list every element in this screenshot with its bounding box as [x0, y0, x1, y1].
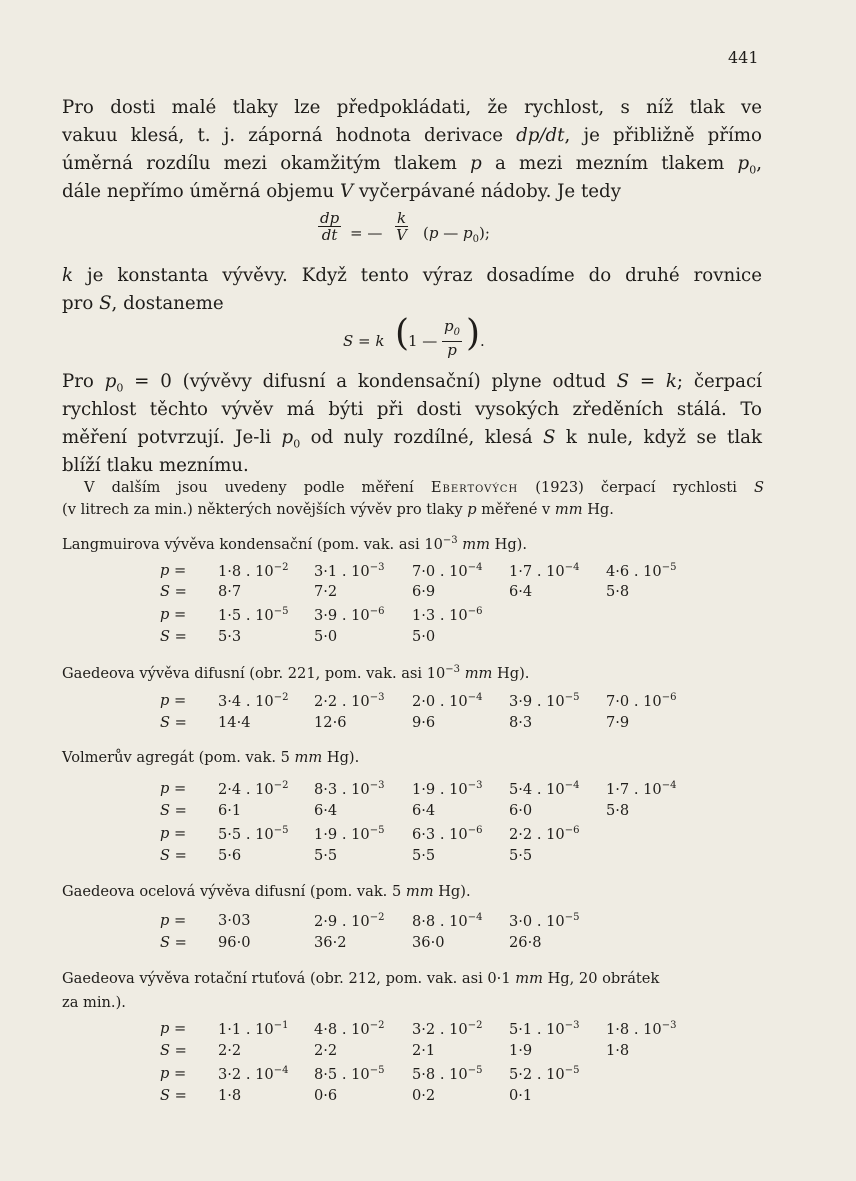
table-row [0, 583, 856, 605]
table-cell [412, 825, 482, 843]
pump-heading-unit: mm [294, 749, 323, 766]
cell-exponent: −2 [369, 912, 385, 923]
pump-heading [62, 881, 762, 903]
cell-mantissa: 5·5 [314, 847, 338, 864]
table-cell [314, 847, 337, 864]
cell-mantissa: 5·0 [412, 628, 436, 645]
pump-heading [62, 659, 762, 685]
cell-exponent: −6 [467, 606, 483, 617]
cell-mantissa: 1·8 . 10 [606, 1021, 662, 1038]
table-cell [412, 692, 482, 710]
cell-mantissa: 26·8 [509, 934, 542, 951]
formula-dp-dt: $\frac{dp}{dt}$ = — $\frac{k}{V}$ (p — $p_0$); [320, 209, 490, 245]
cell-exponent: −5 [564, 692, 580, 703]
cell-mantissa: 36·0 [412, 934, 445, 951]
cell-mantissa: 5·5 . 10 [218, 826, 274, 843]
cell-exponent: −2 [273, 780, 289, 791]
table-cell [314, 1020, 384, 1038]
cell-mantissa: 5·8 . 10 [412, 1066, 468, 1083]
cell-exponent: −6 [467, 825, 483, 836]
cell-mantissa: 1·3 . 10 [412, 607, 468, 624]
cell-mantissa: 1·9 . 10 [314, 826, 370, 843]
cell-mantissa: 2·9 . 10 [314, 913, 370, 930]
table-cell [509, 912, 579, 930]
pump-heading-text: Gaedeova ocelová vývěva difusní (pom. vak. 5 [62, 883, 402, 900]
pump-heading-unit: mm [405, 883, 434, 900]
cell-mantissa: 7·0 . 10 [606, 693, 662, 710]
table-cell [509, 802, 532, 819]
cell-exponent: −1 [273, 1020, 289, 1031]
cell-mantissa: 2·4 . 10 [218, 781, 274, 798]
table-cell [606, 780, 676, 798]
cell-mantissa: 5·4 . 10 [509, 781, 565, 798]
table-row [0, 1065, 856, 1087]
pump-heading-tail: Hg, 20 obrátek [542, 970, 660, 987]
table-cell [606, 714, 629, 731]
cell-mantissa: 8·8 . 10 [412, 913, 468, 930]
row-label: S = [160, 1087, 187, 1104]
table-cell [218, 847, 241, 864]
cell-mantissa: 3·03 [218, 912, 251, 929]
cell-exponent: −4 [467, 562, 483, 573]
cell-mantissa: 8·7 [218, 583, 242, 600]
table-row [0, 825, 856, 847]
table-cell [412, 583, 435, 600]
cell-exponent: −2 [467, 1020, 483, 1031]
cell-mantissa: 2·2 [314, 1042, 338, 1059]
pump-heading-text: Gaedeova vývěva rotační rtuťová (obr. 212, pom. vak. asi 0·1 [62, 970, 511, 987]
table-cell [509, 583, 532, 600]
pump-heading-text: Gaedeova vývěva difusní (obr. 221, pom. vak. asi 10 [62, 665, 446, 682]
cell-exponent: −5 [661, 562, 677, 573]
table-cell [218, 1065, 288, 1083]
row-label: S = [160, 934, 187, 951]
table-cell [412, 562, 482, 580]
pump-heading-unit: mm [462, 536, 490, 553]
paragraph-1-line-2: vakuu klesá, t. j. záporná hodnota derivace dp/dt, je přibližně přímo [62, 125, 762, 146]
table-cell [412, 847, 435, 864]
cell-exponent: −6 [661, 692, 677, 703]
table-cell [314, 1087, 337, 1104]
cell-exponent: −3 [661, 1020, 677, 1031]
cell-exponent: −5 [369, 1065, 385, 1076]
cell-mantissa: 2·2 . 10 [509, 826, 565, 843]
cell-mantissa: 1·7 . 10 [509, 563, 565, 580]
table-cell [218, 934, 251, 951]
pump-heading-continued: za min.). [62, 994, 126, 1011]
cell-mantissa: 1·9 [509, 1042, 533, 1059]
table-cell [314, 934, 347, 951]
cell-mantissa: 14·4 [218, 714, 251, 731]
paragraph-3-line-2: rychlost těchto vývěv má býti při dosti vysokých zředěních stálá. To [62, 399, 762, 420]
cell-mantissa: 2·2 . 10 [314, 693, 370, 710]
table-cell [509, 714, 532, 731]
pump-heading-text: Volmerův agregát (pom. vak. 5 [62, 749, 290, 766]
row-label: p = [160, 692, 187, 709]
cell-exponent: −5 [564, 1065, 580, 1076]
cell-mantissa: 5·5 [509, 847, 533, 864]
intro-line-1: V dalším jsou uvedeny podle měření Ebertových (1923) čerpací rychlosti S [84, 479, 765, 496]
table-cell [412, 1020, 482, 1038]
table-cell [218, 606, 288, 624]
row-label: p = [160, 606, 187, 623]
table-cell [412, 606, 482, 624]
table-row [0, 1042, 856, 1064]
table-cell [218, 912, 251, 929]
table-cell [314, 583, 337, 600]
table-cell [218, 628, 241, 645]
table-cell [509, 1087, 532, 1104]
cell-exponent: −3 [467, 780, 483, 791]
row-label: S = [160, 847, 187, 864]
row-label: S = [160, 583, 187, 600]
paragraph-1-line-4: dále nepřímo úměrná objemu V vyčerpávané nádoby. Je tedy [62, 181, 621, 202]
cell-mantissa: 4·6 . 10 [606, 563, 662, 580]
table-cell [509, 1020, 579, 1038]
table-cell [314, 1065, 384, 1083]
table-cell [314, 802, 337, 819]
cell-mantissa: 0·1 [509, 1087, 533, 1104]
cell-exponent: −5 [467, 1065, 483, 1076]
pump-heading-exponent: −3 [445, 664, 461, 675]
row-label: p = [160, 780, 187, 797]
formula-s: S = k ( 1 — $\frac{p_0}{p}$ ) . [343, 313, 485, 359]
table-cell [509, 1042, 532, 1059]
cell-mantissa: 3·0 . 10 [509, 913, 565, 930]
table-cell [218, 562, 288, 580]
pump-heading-text: Langmuirova vývěva kondensační (pom. vak. asi 10 [62, 536, 443, 553]
table-cell [509, 562, 579, 580]
table-cell [218, 1042, 241, 1059]
table-cell [412, 934, 445, 951]
cell-mantissa: 3·9 . 10 [509, 693, 565, 710]
table-cell [314, 628, 337, 645]
cell-mantissa: 3·1 . 10 [314, 563, 370, 580]
table-cell [218, 692, 288, 710]
table-cell [412, 1087, 435, 1104]
table-cell [509, 1065, 579, 1083]
table-row [0, 912, 856, 934]
cell-mantissa: 6·4 [314, 802, 338, 819]
table-cell [218, 780, 288, 798]
cell-mantissa: 5·8 [606, 802, 630, 819]
cell-mantissa: 7·9 [606, 714, 630, 731]
paragraph-2-line-2: pro S, dostaneme [62, 293, 224, 314]
table-cell [606, 802, 629, 819]
table-cell [412, 912, 482, 930]
cell-mantissa: 6·4 [412, 802, 436, 819]
cell-mantissa: 9·6 [412, 714, 436, 731]
table-cell [218, 1020, 288, 1038]
table-cell [412, 1042, 435, 1059]
table-cell [509, 847, 532, 864]
pump-heading-exponent: −3 [442, 535, 458, 546]
row-label: p = [160, 562, 187, 579]
table-row [0, 628, 856, 650]
table-cell [412, 802, 435, 819]
cell-mantissa: 1·8 [606, 1042, 630, 1059]
cell-mantissa: 8·3 . 10 [314, 781, 370, 798]
cell-mantissa: 3·2 . 10 [412, 1021, 468, 1038]
cell-mantissa: 96·0 [218, 934, 251, 951]
table-row [0, 780, 856, 802]
table-cell [412, 1065, 482, 1083]
cell-exponent: −4 [661, 780, 677, 791]
cell-mantissa: 1·5 . 10 [218, 607, 274, 624]
cell-mantissa: 1·7 . 10 [606, 781, 662, 798]
cell-exponent: −4 [564, 562, 580, 573]
row-label: S = [160, 628, 187, 645]
table-cell [412, 780, 482, 798]
cell-mantissa: 5·1 . 10 [509, 1021, 565, 1038]
cell-mantissa: 7·2 [314, 583, 338, 600]
pump-heading-tail: Hg). [433, 883, 471, 900]
row-label: S = [160, 802, 187, 819]
paragraph-3-line-4: blíží tlaku meznímu. [62, 455, 249, 476]
cell-exponent: −3 [369, 692, 385, 703]
paragraph-3-line-3: měření potvrzují. Je-li $p_0$ od nuly rozdílné, klesá S k nule, když se tlak [62, 427, 763, 451]
paragraph-1-line-1: Pro dosti malé tlaky lze předpokládati, že rychlost, s níž tlak ve [62, 97, 762, 118]
table-cell [314, 780, 384, 798]
table-cell [509, 825, 579, 843]
cell-exponent: −4 [273, 1065, 289, 1076]
cell-exponent: −3 [564, 1020, 580, 1031]
table-row [0, 692, 856, 714]
table-cell [412, 714, 435, 731]
cell-exponent: −5 [564, 912, 580, 923]
pump-heading-tail: Hg). [322, 749, 360, 766]
cell-exponent: −5 [369, 825, 385, 836]
pump-heading [62, 968, 762, 990]
cell-mantissa: 8·3 [509, 714, 533, 731]
table-cell [509, 692, 579, 710]
table-cell [314, 606, 384, 624]
row-label: p = [160, 825, 187, 842]
cell-mantissa: 2·2 [218, 1042, 242, 1059]
cell-mantissa: 6·3 . 10 [412, 826, 468, 843]
row-label: S = [160, 1042, 187, 1059]
pump-heading-unit: mm [515, 970, 543, 987]
table-cell [218, 825, 288, 843]
table-cell [218, 1087, 241, 1104]
cell-exponent: −4 [467, 912, 483, 923]
cell-exponent: −3 [369, 780, 385, 791]
cell-mantissa: 5·0 [314, 628, 338, 645]
table-cell [218, 583, 241, 600]
row-label: p = [160, 912, 187, 929]
table-cell [218, 714, 251, 731]
intro-line-2: (v litrech za min.) některých novějších vývěv pro tlaky p měřené v mm Hg. [62, 501, 614, 518]
row-label: p = [160, 1020, 187, 1037]
cell-exponent: −2 [369, 1020, 385, 1031]
cell-mantissa: 8·5 . 10 [314, 1066, 370, 1083]
table-cell [412, 628, 435, 645]
cell-exponent: −6 [564, 825, 580, 836]
cell-mantissa: 1·8 . 10 [218, 563, 274, 580]
pump-heading-tail: Hg). [492, 665, 530, 682]
pump-heading [62, 747, 762, 769]
table-cell [509, 934, 542, 951]
cell-mantissa: 5·8 [606, 583, 630, 600]
row-label: p = [160, 1065, 187, 1082]
table-row [0, 1020, 856, 1042]
paragraph-2-line-1: k je konstanta vývěvy. Když tento výraz dosadíme do druhé rovnice [62, 265, 762, 286]
cell-exponent: −5 [273, 606, 289, 617]
cell-exponent: −4 [467, 692, 483, 703]
table-cell [314, 912, 384, 930]
cell-mantissa: 1·8 [218, 1087, 242, 1104]
table-cell [606, 1042, 629, 1059]
cell-exponent: −2 [273, 692, 289, 703]
table-cell [606, 583, 629, 600]
cell-mantissa: 5·3 [218, 628, 242, 645]
cell-mantissa: 6·9 [412, 583, 436, 600]
cell-mantissa: 3·9 . 10 [314, 607, 370, 624]
fraction-k-v: $\frac{k}{V}$ [396, 209, 407, 244]
pump-heading-unit: mm [464, 665, 493, 682]
cell-mantissa: 5·5 [412, 847, 436, 864]
cell-mantissa: 0·6 [314, 1087, 338, 1104]
table-row [0, 562, 856, 584]
table-row [0, 847, 856, 869]
table-cell [606, 562, 676, 580]
fraction-p0-p: $\frac{p_0}{p}$ [444, 317, 460, 359]
paragraph-3-line-1: Pro $p_0 = 0$ (vývěvy difusní a kondensační) plyne odtud S = k; čerpací [62, 371, 762, 395]
fraction-dp-dt: $\frac{dp}{dt}$ [320, 209, 340, 244]
cell-mantissa: 4·8 . 10 [314, 1021, 370, 1038]
cell-mantissa: 0·2 [412, 1087, 436, 1104]
table-cell [314, 714, 347, 731]
table-cell [218, 802, 241, 819]
cell-mantissa: 3·4 . 10 [218, 693, 274, 710]
cell-mantissa: 7·0 . 10 [412, 563, 468, 580]
row-label: S = [160, 714, 187, 731]
cell-mantissa: 6·0 [509, 802, 533, 819]
cell-mantissa: 1·9 . 10 [412, 781, 468, 798]
table-row [0, 606, 856, 628]
pump-heading-tail: Hg). [489, 536, 528, 553]
cell-mantissa: 2·1 [412, 1042, 436, 1059]
cell-exponent: −2 [273, 562, 289, 573]
cell-mantissa: 2·0 . 10 [412, 693, 468, 710]
table-row [0, 1087, 856, 1109]
cell-exponent: −6 [369, 606, 385, 617]
cell-mantissa: 3·2 . 10 [218, 1066, 274, 1083]
cell-exponent: −5 [273, 825, 289, 836]
table-cell [606, 692, 676, 710]
cell-exponent: −3 [369, 562, 385, 573]
cell-mantissa: 12·6 [314, 714, 347, 731]
pump-heading [62, 530, 762, 556]
table-cell [509, 780, 579, 798]
cell-mantissa: 5·2 . 10 [509, 1066, 565, 1083]
cell-mantissa: 5·6 [218, 847, 242, 864]
table-row [0, 934, 856, 956]
paragraph-1-line-3: úměrná rozdílu mezi okamžitým tlakem p a mezi mezním tlakem $p_0$, [62, 153, 762, 177]
page-number: 441 [728, 48, 759, 67]
table-row [0, 802, 856, 824]
cell-mantissa: 6·4 [509, 583, 533, 600]
table-row [0, 714, 856, 736]
cell-mantissa: 6·1 [218, 802, 242, 819]
table-cell [314, 1042, 337, 1059]
table-cell [314, 562, 384, 580]
table-cell [314, 692, 384, 710]
cell-mantissa: 1·1 . 10 [218, 1021, 274, 1038]
table-cell [314, 825, 384, 843]
table-cell [606, 1020, 676, 1038]
cell-mantissa: 36·2 [314, 934, 347, 951]
cell-exponent: −4 [564, 780, 580, 791]
